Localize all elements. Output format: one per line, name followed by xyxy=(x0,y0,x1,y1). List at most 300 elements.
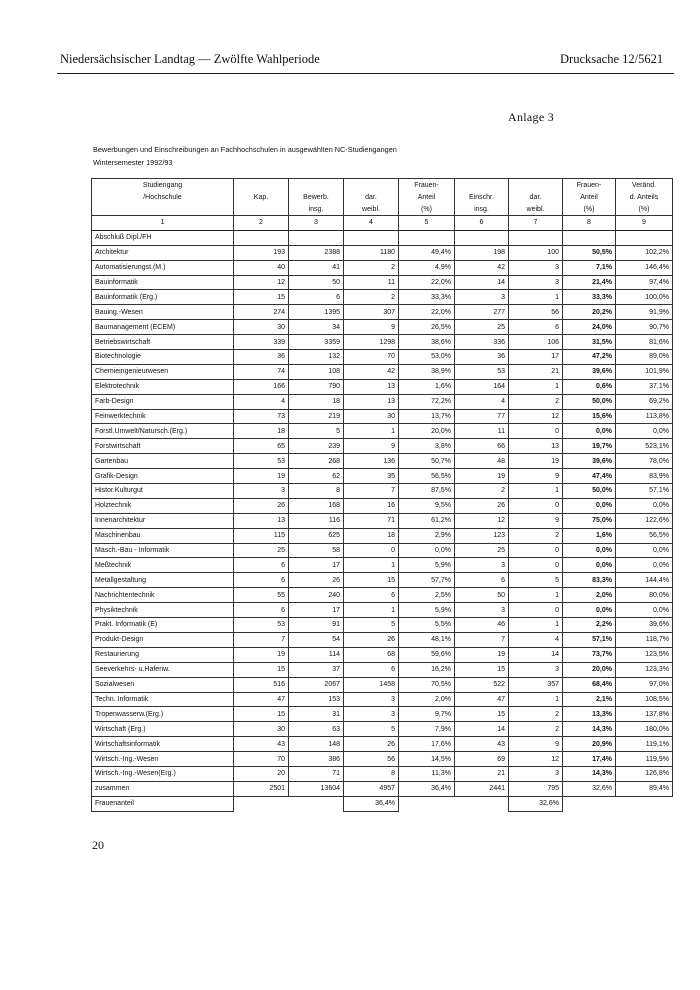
value-cell: 71 xyxy=(289,766,344,781)
document-number: Drucksache 12/5621 xyxy=(560,52,664,66)
program-name: Gartenbau xyxy=(92,454,234,469)
program-name: Physiktechnik xyxy=(92,603,234,618)
value-cell: 4 xyxy=(509,632,563,647)
value-cell: 56 xyxy=(344,752,399,767)
value-cell: 57,1% xyxy=(563,632,616,647)
value-cell: 4 xyxy=(455,394,509,409)
value-cell: 7 xyxy=(344,484,399,499)
table-row xyxy=(92,632,673,647)
value-cell: 36 xyxy=(455,350,509,365)
value-cell: 0 xyxy=(509,424,563,439)
value-cell: 3 xyxy=(234,484,289,499)
value-cell: 16 xyxy=(344,498,399,513)
value-cell: 9 xyxy=(509,513,563,528)
program-name: Bauinformatik xyxy=(92,275,234,290)
value-cell: 33,3% xyxy=(563,290,616,305)
table-row xyxy=(92,454,673,469)
value-cell: 20,0% xyxy=(563,662,616,677)
program-name: Restaurierung xyxy=(92,647,234,662)
value-cell: 21,4% xyxy=(563,275,616,290)
value-cell: 119,1% xyxy=(616,737,673,752)
value-cell: 115 xyxy=(234,528,289,543)
value-cell: 17 xyxy=(289,558,344,573)
program-name: Produkt-Design xyxy=(92,632,234,647)
value-cell: 790 xyxy=(289,379,344,394)
column-header: /Hochschule xyxy=(92,191,234,203)
value-cell: 113,8% xyxy=(616,409,673,424)
empty-cell xyxy=(563,796,616,811)
value-cell: 1 xyxy=(509,290,563,305)
value-cell: 13 xyxy=(344,379,399,394)
value-cell: 39,6% xyxy=(616,618,673,633)
column-index: 8 xyxy=(563,216,616,231)
column-header: insg. xyxy=(455,203,509,216)
column-index: 5 xyxy=(399,216,455,231)
value-cell: 50,7% xyxy=(399,454,455,469)
value-cell: 0 xyxy=(344,543,399,558)
table-row xyxy=(92,275,673,290)
total-value: 4957 xyxy=(344,781,399,796)
value-cell: 118,7% xyxy=(616,632,673,647)
empty-cell xyxy=(455,796,509,811)
value-cell: 2,2% xyxy=(563,618,616,633)
value-cell: 20,9% xyxy=(563,737,616,752)
empty-cell xyxy=(399,230,455,245)
value-cell: 4,9% xyxy=(399,260,455,275)
value-cell: 62 xyxy=(289,469,344,484)
value-cell: 58 xyxy=(289,543,344,558)
value-cell: 13,7% xyxy=(399,409,455,424)
value-cell: 15,6% xyxy=(563,409,616,424)
table-row xyxy=(92,603,673,618)
value-cell: 1180 xyxy=(344,245,399,260)
value-cell: 7 xyxy=(234,632,289,647)
share-label: Frauenanteil xyxy=(92,796,234,811)
program-name: Wirtsch.-Ing.-Wesen xyxy=(92,752,234,767)
table-row xyxy=(92,379,673,394)
value-cell: 26 xyxy=(234,498,289,513)
value-cell: 2 xyxy=(455,484,509,499)
table-caption xyxy=(93,143,653,169)
value-cell: 2067 xyxy=(289,677,344,692)
value-cell: 100 xyxy=(509,245,563,260)
value-cell: 34 xyxy=(289,320,344,335)
program-name: Architektur xyxy=(92,245,234,260)
value-cell: 1,6% xyxy=(399,379,455,394)
value-cell: 14 xyxy=(509,647,563,662)
table-row xyxy=(92,290,673,305)
value-cell: 3 xyxy=(455,290,509,305)
value-cell: 136 xyxy=(344,454,399,469)
value-cell: 38,6% xyxy=(399,335,455,350)
table-row xyxy=(92,335,673,350)
table-row xyxy=(92,573,673,588)
value-cell: 516 xyxy=(234,677,289,692)
value-cell: 0,0% xyxy=(616,558,673,573)
empty-cell xyxy=(289,230,344,245)
value-cell: 87,5% xyxy=(399,484,455,499)
value-cell: 90,7% xyxy=(616,320,673,335)
value-cell: 55 xyxy=(234,588,289,603)
program-name: Chemieingenieurwesen xyxy=(92,364,234,379)
value-cell: 240 xyxy=(289,588,344,603)
value-cell: 1 xyxy=(509,588,563,603)
value-cell: 19 xyxy=(509,454,563,469)
value-cell: 9 xyxy=(344,320,399,335)
value-cell: 146,4% xyxy=(616,260,673,275)
statistics-table xyxy=(91,178,673,812)
value-cell: 19 xyxy=(455,647,509,662)
value-cell: 7,9% xyxy=(399,722,455,737)
column-header: Frauen- xyxy=(399,179,455,192)
value-cell: 77 xyxy=(455,409,509,424)
empty-cell xyxy=(616,796,673,811)
value-cell: 47,4% xyxy=(563,469,616,484)
value-cell: 116 xyxy=(289,513,344,528)
column-index: 2 xyxy=(234,216,289,231)
value-cell: 47 xyxy=(455,692,509,707)
table-row xyxy=(92,424,673,439)
value-cell: 14,3% xyxy=(563,722,616,737)
value-cell: 2 xyxy=(509,722,563,737)
value-cell: 12 xyxy=(509,752,563,767)
value-cell: 17 xyxy=(509,350,563,365)
share-value: 36,4% xyxy=(344,796,399,811)
value-cell: 0,0% xyxy=(563,558,616,573)
value-cell: 6 xyxy=(509,320,563,335)
value-cell: 4 xyxy=(234,394,289,409)
column-index: 6 xyxy=(455,216,509,231)
value-cell: 70,5% xyxy=(399,677,455,692)
value-cell: 3 xyxy=(344,707,399,722)
value-cell: 0,0% xyxy=(616,603,673,618)
column-header: Studiengang xyxy=(92,179,234,192)
program-name: Forstwirtschaft xyxy=(92,439,234,454)
value-cell: 7,1% xyxy=(563,260,616,275)
value-cell: 2 xyxy=(509,707,563,722)
value-cell: 5,9% xyxy=(399,603,455,618)
program-name: Elektrotechnik xyxy=(92,379,234,394)
value-cell: 15 xyxy=(234,290,289,305)
value-cell: 19 xyxy=(234,647,289,662)
value-cell: 106 xyxy=(509,335,563,350)
column-header: insg. xyxy=(289,203,344,216)
header-row xyxy=(92,179,673,192)
value-cell: 14 xyxy=(455,275,509,290)
value-cell: 50,5% xyxy=(563,245,616,260)
table-row xyxy=(92,409,673,424)
value-cell: 15 xyxy=(455,707,509,722)
value-cell: 3 xyxy=(509,260,563,275)
value-cell: 46 xyxy=(455,618,509,633)
table-row xyxy=(92,394,673,409)
program-name: Maschinenbau xyxy=(92,528,234,543)
value-cell: 2,1% xyxy=(563,692,616,707)
value-cell: 13,3% xyxy=(563,707,616,722)
value-cell: 126,8% xyxy=(616,766,673,781)
empty-cell xyxy=(563,230,616,245)
program-name: Sozialwesen xyxy=(92,677,234,692)
value-cell: 20,2% xyxy=(563,305,616,320)
value-cell: 70 xyxy=(234,752,289,767)
table-row xyxy=(92,662,673,677)
value-cell: 0,0% xyxy=(563,603,616,618)
total-value: 13604 xyxy=(289,781,344,796)
value-cell: 69,2% xyxy=(616,394,673,409)
value-cell: 2 xyxy=(344,260,399,275)
running-header-title: Niedersächsischer Landtag — Zwölfte Wahlperiode xyxy=(60,52,320,66)
value-cell: 37 xyxy=(289,662,344,677)
program-name: Baumanagement (ECEM) xyxy=(92,320,234,335)
table-row xyxy=(92,350,673,365)
value-cell: 9 xyxy=(344,439,399,454)
value-cell: 48 xyxy=(455,454,509,469)
table-row xyxy=(92,528,673,543)
value-cell: 119,9% xyxy=(616,752,673,767)
column-header: (%) xyxy=(616,203,673,216)
value-cell: 114 xyxy=(289,647,344,662)
column-header xyxy=(289,179,344,192)
value-cell: 0,6% xyxy=(563,379,616,394)
program-name: Masch.-Bau - Informatik xyxy=(92,543,234,558)
table-row xyxy=(92,498,673,513)
value-cell: 54 xyxy=(289,632,344,647)
header-row xyxy=(92,203,673,216)
value-cell: 57,1% xyxy=(616,484,673,499)
program-name: Betriebswirtschaft xyxy=(92,335,234,350)
program-name: Forstl.Umwelt/Natursch.(Erg.) xyxy=(92,424,234,439)
value-cell: 357 xyxy=(509,677,563,692)
value-cell: 180,0% xyxy=(616,722,673,737)
table-row xyxy=(92,766,673,781)
value-cell: 41 xyxy=(289,260,344,275)
value-cell: 523,1% xyxy=(616,439,673,454)
value-cell: 108,5% xyxy=(616,692,673,707)
table-row xyxy=(92,752,673,767)
value-cell: 3 xyxy=(344,692,399,707)
table-row xyxy=(92,543,673,558)
value-cell: 100,0% xyxy=(616,290,673,305)
value-cell: 40 xyxy=(234,260,289,275)
value-cell: 102,2% xyxy=(616,245,673,260)
value-cell: 25 xyxy=(455,320,509,335)
table-row xyxy=(92,707,673,722)
program-name: Biotechnologie xyxy=(92,350,234,365)
value-cell: 38,9% xyxy=(399,364,455,379)
program-name: Bauinformatik (Erg.) xyxy=(92,290,234,305)
value-cell: 0 xyxy=(509,543,563,558)
value-cell: 108 xyxy=(289,364,344,379)
value-cell: 168 xyxy=(289,498,344,513)
table-row xyxy=(92,364,673,379)
value-cell: 31 xyxy=(289,707,344,722)
program-name: Bauing.-Wesen xyxy=(92,305,234,320)
value-cell: 30 xyxy=(234,722,289,737)
value-cell: 72,2% xyxy=(399,394,455,409)
column-header: dar. xyxy=(509,191,563,203)
value-cell: 5 xyxy=(289,424,344,439)
value-cell: 17,4% xyxy=(563,752,616,767)
value-cell: 6 xyxy=(344,588,399,603)
value-cell: 0 xyxy=(509,498,563,513)
column-header xyxy=(234,179,289,192)
value-cell: 36 xyxy=(234,350,289,365)
value-cell: 0,0% xyxy=(563,498,616,513)
value-cell: 1,6% xyxy=(563,528,616,543)
value-cell: 22,0% xyxy=(399,275,455,290)
value-cell: 35 xyxy=(344,469,399,484)
column-header: (%) xyxy=(563,203,616,216)
table-row xyxy=(92,558,673,573)
share-value: 32,6% xyxy=(509,796,563,811)
value-cell: 14 xyxy=(455,722,509,737)
value-cell: 1458 xyxy=(344,677,399,692)
empty-cell xyxy=(455,230,509,245)
value-cell: 386 xyxy=(289,752,344,767)
value-cell: 20,0% xyxy=(399,424,455,439)
empty-cell xyxy=(234,230,289,245)
value-cell: 625 xyxy=(289,528,344,543)
value-cell: 42 xyxy=(344,364,399,379)
value-cell: 22,0% xyxy=(399,305,455,320)
table-row xyxy=(92,692,673,707)
value-cell: 74 xyxy=(234,364,289,379)
value-cell: 15 xyxy=(344,573,399,588)
value-cell: 78,0% xyxy=(616,454,673,469)
program-name: Meßtechnik xyxy=(92,558,234,573)
value-cell: 0,0% xyxy=(399,543,455,558)
value-cell: 239 xyxy=(289,439,344,454)
program-name: Tropenwasserw.(Erg.) xyxy=(92,707,234,722)
value-cell: 30 xyxy=(344,409,399,424)
column-header: Kap. xyxy=(234,191,289,203)
value-cell: 3 xyxy=(455,558,509,573)
program-name: Prakt. Informatik (E) xyxy=(92,618,234,633)
value-cell: 26 xyxy=(344,737,399,752)
column-header: Anteil xyxy=(563,191,616,203)
value-cell: 59,6% xyxy=(399,647,455,662)
value-cell: 219 xyxy=(289,409,344,424)
program-name: Innenarchitektur xyxy=(92,513,234,528)
column-header: weibl. xyxy=(509,203,563,216)
program-name: Nachrichtentechnik xyxy=(92,588,234,603)
empty-cell xyxy=(616,230,673,245)
value-cell: 0 xyxy=(509,603,563,618)
value-cell: 132 xyxy=(289,350,344,365)
value-cell: 50 xyxy=(455,588,509,603)
table-row xyxy=(92,260,673,275)
value-cell: 19 xyxy=(455,469,509,484)
program-name: Seeverkehrs- u.Hafenw. xyxy=(92,662,234,677)
value-cell: 1 xyxy=(509,692,563,707)
value-cell: 164 xyxy=(455,379,509,394)
value-cell: 11 xyxy=(344,275,399,290)
table-row xyxy=(92,647,673,662)
value-cell: 13 xyxy=(509,439,563,454)
page-number: 20 xyxy=(92,838,104,852)
column-header xyxy=(455,179,509,192)
program-name: Metallgestaltung xyxy=(92,573,234,588)
caption-semester: Wintersemester 1992/93 xyxy=(93,158,173,167)
total-value: 36,4% xyxy=(399,781,455,796)
table-row xyxy=(92,305,673,320)
value-cell: 339 xyxy=(234,335,289,350)
value-cell: 0,0% xyxy=(563,543,616,558)
value-cell: 50,0% xyxy=(563,394,616,409)
value-cell: 75,0% xyxy=(563,513,616,528)
table-row xyxy=(92,513,673,528)
value-cell: 39,6% xyxy=(563,364,616,379)
section-row xyxy=(92,230,673,245)
value-cell: 56,5% xyxy=(399,469,455,484)
value-cell: 3 xyxy=(509,275,563,290)
value-cell: 26 xyxy=(344,632,399,647)
value-cell: 193 xyxy=(234,245,289,260)
value-cell: 91 xyxy=(289,618,344,633)
value-cell: 43 xyxy=(455,737,509,752)
column-header: d. Anteils xyxy=(616,191,673,203)
value-cell: 0,0% xyxy=(616,543,673,558)
value-cell: 53 xyxy=(234,454,289,469)
value-cell: 0,0% xyxy=(616,424,673,439)
value-cell: 18 xyxy=(234,424,289,439)
value-cell: 19,7% xyxy=(563,439,616,454)
value-cell: 0,0% xyxy=(616,498,673,513)
value-cell: 336 xyxy=(455,335,509,350)
empty-cell xyxy=(289,796,344,811)
program-name: Farb-Design xyxy=(92,394,234,409)
value-cell: 63 xyxy=(289,722,344,737)
value-cell: 5 xyxy=(509,573,563,588)
empty-cell xyxy=(399,796,455,811)
column-header xyxy=(509,179,563,192)
value-cell: 198 xyxy=(455,245,509,260)
value-cell: 17,6% xyxy=(399,737,455,752)
value-cell: 17 xyxy=(289,603,344,618)
value-cell: 80,0% xyxy=(616,588,673,603)
column-index: 1 xyxy=(92,216,234,231)
value-cell: 97,0% xyxy=(616,677,673,692)
value-cell: 122,6% xyxy=(616,513,673,528)
value-cell: 6 xyxy=(289,290,344,305)
value-cell: 83,9% xyxy=(616,469,673,484)
value-cell: 25 xyxy=(455,543,509,558)
value-cell: 2 xyxy=(344,290,399,305)
column-header xyxy=(234,203,289,216)
value-cell: 73,7% xyxy=(563,647,616,662)
value-cell: 8 xyxy=(344,766,399,781)
value-cell: 14,5% xyxy=(399,752,455,767)
value-cell: 2 xyxy=(509,528,563,543)
value-cell: 15 xyxy=(234,707,289,722)
program-name: Techn. Informatik xyxy=(92,692,234,707)
column-header: Anteil xyxy=(399,191,455,203)
value-cell: 1 xyxy=(509,618,563,633)
total-row xyxy=(92,781,673,796)
value-cell: 26 xyxy=(455,498,509,513)
value-cell: 68 xyxy=(344,647,399,662)
column-header: Frauen- xyxy=(563,179,616,192)
value-cell: 166 xyxy=(234,379,289,394)
value-cell: 25 xyxy=(234,543,289,558)
value-cell: 21 xyxy=(455,766,509,781)
value-cell: 66 xyxy=(455,439,509,454)
table-row xyxy=(92,439,673,454)
table-row xyxy=(92,469,673,484)
column-header: (%) xyxy=(399,203,455,216)
value-cell: 37,1% xyxy=(616,379,673,394)
empty-cell xyxy=(344,230,399,245)
